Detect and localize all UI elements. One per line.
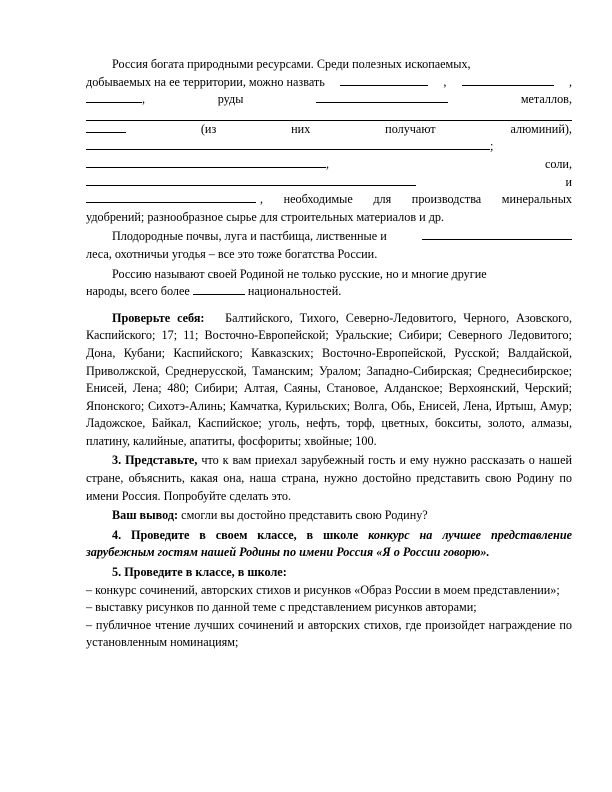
resources-line-9-text: , необходимые для производства минеральных (260, 192, 572, 207)
resources-paragraph (86, 56, 572, 226)
get-word: получают (385, 121, 436, 136)
conclusion-text: смогли вы достойно представить свою Родину? (178, 508, 428, 523)
from-word: (из (200, 121, 217, 136)
resources-line-2: добываемых на ее территории, можно назвать , , (86, 74, 572, 92)
task-5-item-2: – выставку рисунков по данной теме с представлением рисунков авторами; (86, 600, 477, 615)
them-word: них (291, 121, 311, 136)
answer-blank[interactable] (193, 283, 245, 295)
resources-line-3: , руды металлов, (86, 91, 572, 109)
people-line-2: народы, всего более национальностей. (86, 284, 342, 299)
resources-line-5 (86, 121, 572, 139)
answer-blank[interactable] (86, 156, 326, 168)
resources-line-7: , соли, (86, 156, 572, 174)
people-paragraph (86, 266, 572, 301)
task-5 (86, 564, 572, 652)
soils-line-2: леса, охотничьи угодья – все это тоже богатства России. (86, 246, 378, 261)
answer-blank[interactable] (86, 174, 416, 186)
page-content (86, 56, 572, 652)
answer-blank[interactable] (86, 121, 126, 133)
and-word: и (565, 174, 572, 189)
conclusion (86, 507, 572, 525)
resources-line-1: Россия богата природными ресурсами. Среди полезных ископаемых, (112, 57, 471, 71)
task-4-contest: конкурс на лучшее представление зарубежным гостям нашей Родины по имени Россия «Я о России говорю». (86, 527, 573, 560)
soils-paragraph (86, 228, 572, 263)
resources-line-10: удобрений; разнообразное сырье для строительных материалов и др. (86, 209, 445, 224)
aluminium-word: алюминий), (510, 121, 572, 136)
task-5-item-3: – публичное чтение лучших сочинений и авторских стихов, где произойдет награждение по установленным номинациям; (86, 617, 572, 650)
task-4-lead: 4. Проведите в своем классе, в школе (112, 527, 359, 542)
resources-line-2-text: добываемых на ее территории, можно назвать (86, 74, 325, 89)
task-4 (86, 527, 572, 562)
resources-line-9 (86, 191, 572, 209)
check-answers: Балтийского, Тихого, Северно-Ледовитого, Черного, Азовского, Каспийского; 17; 11; Восточно-Европейской; Уральские; Сибири; Северного Ледовитого; Дона, Кубани; Каспийского; Кавказских; Восточно-Европейской, Русской; Валдайской, Приволжской, Среднерусской, Таманским; Уралом; Западно-Сибирская; Среднесибирское; Енисей, Лена; 480; Сибири; Алтая, Саяны, Становое, Алданское; Верхоянский, Черский; Японского; Сихотэ-Алинь; Камчатка, Курильских; Волга, Обь, Енисей, Лена, Иртыш, Амур; Ладожское, Байкал, Каспийское; уголь, нефть, торф, цветных, бокситы, золото, алмазы, платину, калийные, апатиты, фосфориты; хвойные; 100. (86, 310, 573, 448)
answer-blank[interactable] (422, 228, 572, 240)
check-yourself-section (86, 310, 572, 451)
resources-line-8 (86, 174, 572, 192)
answer-blank[interactable] (316, 91, 448, 103)
answer-blank[interactable] (86, 191, 256, 203)
ores-word: руды (217, 92, 244, 107)
people-line-1: Россию называют своей Родиной не только русские, но и многие другие (112, 266, 487, 281)
answer-blank[interactable] (86, 109, 572, 121)
metals-word: металлов, (520, 92, 572, 107)
answer-blank[interactable] (86, 138, 490, 150)
soils-line-1: Плодородные почвы, луга и пастбища, лиственные и (112, 229, 387, 244)
answer-blank[interactable] (340, 74, 428, 86)
task-3-lead: 3. Представьте, (112, 453, 198, 468)
task-3-text: что к вам приехал зарубежный гость и ему нужно рассказать о нашей стране, объяснить, какая она, наша страна, нужно достойно представить свою Родину по имени Россия. Попробуйте сделать это. (86, 453, 572, 503)
answer-blank[interactable] (86, 91, 142, 103)
task-5-title: 5. Проведите в классе, в школе: (112, 565, 287, 580)
check-yourself-label: Проверьте себя: (112, 310, 205, 325)
task-3 (86, 452, 572, 505)
resources-line-6: ; (86, 138, 572, 156)
task-5-item-1: – конкурс сочинений, авторских стихов и рисунков «Образ России в моем представлении»; (86, 582, 560, 597)
answer-blank[interactable] (462, 74, 554, 86)
resources-line-4 (86, 109, 572, 121)
salt-word: соли, (545, 156, 572, 171)
conclusion-lead: Ваш вывод: (112, 508, 179, 523)
